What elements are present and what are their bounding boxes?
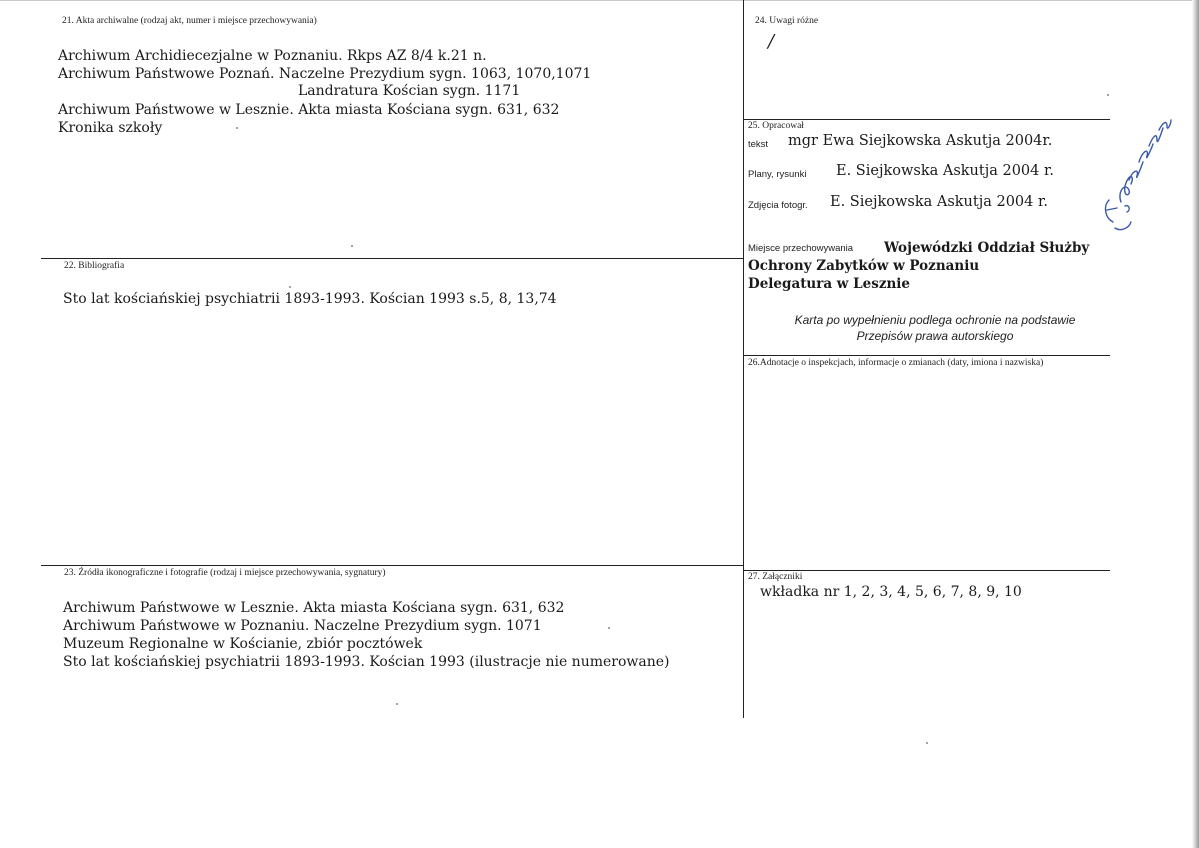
divider-23 — [41, 565, 743, 566]
divider-25 — [743, 119, 1110, 120]
remarks-value: / — [768, 31, 775, 52]
section-24-label: 24. Uwagi różne — [755, 16, 819, 26]
divider-22 — [41, 258, 743, 259]
copyright-notice-1: Karta po wypełnieniu podlega ochronie na podstawie — [794, 313, 1076, 327]
archive-line-1: Archiwum Archidiecezjalne w Poznaniu. Rkps AZ 8/4 k.21 n. — [58, 48, 487, 64]
scan-speck — [1107, 94, 1109, 96]
scan-speck — [926, 742, 928, 744]
column-divider — [743, 0, 744, 718]
scan-speck — [236, 127, 238, 129]
iconography-line-4: Sto lat kościańskiej psychiatrii 1893-1993. Kościan 1993 (ilustracje nie numerowane) — [63, 654, 670, 670]
author-plans-key: Plany, rysunki — [748, 169, 807, 180]
divider-26 — [743, 355, 1110, 356]
archive-line-4: Archiwum Państwowe w Lesznie. Akta miasta Kościana sygn. 631, 632 — [58, 102, 560, 118]
section-21-label: 21. Akta archiwalne (rodzaj akt, numer i miejsce przechowywania) — [62, 16, 317, 26]
archive-line-3: Landratura Kościan sygn. 1171 — [298, 83, 521, 99]
section-26-label: 26.Adnotacje o inspekcjach, informacje o zmianach (daty, imiona i nazwiska) — [748, 358, 1044, 368]
section-27-label: 27. Załączniki — [748, 572, 803, 582]
scan-speck — [608, 627, 610, 629]
author-photos-value: E. Siejkowska Askutja 2004 r. — [830, 194, 1048, 210]
author-text-value: mgr Ewa Siejkowska Askutja 2004r. — [788, 133, 1053, 149]
handwritten-signature — [1095, 110, 1175, 240]
section-22-label: 22. Bibliografia — [64, 261, 125, 271]
storage-line-2: Ochrony Zabytków w Poznaniu — [748, 258, 980, 274]
author-text-key: tekst — [748, 139, 769, 150]
section-25-label: 25. Opracował — [748, 121, 804, 131]
author-photos-key: Zdjęcia fotogr. — [748, 200, 808, 211]
bibliography-line-1: Sto lat kościańskiej psychiatrii 1893-1993. Kościan 1993 s.5, 8, 13,74 — [63, 291, 557, 307]
scan-speck — [396, 703, 398, 705]
storage-line-3: Delegatura w Lesznie — [748, 276, 911, 292]
scan-shadow-edge — [1192, 0, 1199, 848]
author-plans-value: E. Siejkowska Askutja 2004 r. — [836, 163, 1054, 179]
copyright-notice-2: Przepisów prawa autorskiego — [856, 329, 1014, 343]
scan-speck — [289, 286, 291, 288]
iconography-line-2: Archiwum Państwowe w Poznaniu. Naczelne Prezydium sygn. 1071 — [63, 618, 542, 634]
page-top-edge — [0, 0, 1199, 1]
storage-line-1: Wojewódzki Oddział Służby — [884, 240, 1090, 256]
iconography-line-3: Muzeum Regionalne w Kościanie, zbiór pocztówek — [63, 636, 423, 652]
iconography-line-1: Archiwum Państwowe w Lesznie. Akta miasta Kościana sygn. 631, 632 — [63, 600, 565, 616]
scan-speck — [351, 245, 353, 247]
section-23-label: 23. Źródła ikonograficzne i fotografie (rodzaj i miejsce przechowywania, sygnatury) — [64, 568, 386, 578]
divider-27 — [743, 570, 1110, 571]
archive-line-2: Archiwum Państwowe Poznań. Naczelne Prezydium sygn. 1063, 1070,1071 — [58, 66, 592, 82]
attachments-value: wkładka nr 1, 2, 3, 4, 5, 6, 7, 8, 9, 10 — [760, 584, 1022, 600]
storage-key: Miejsce przechowywania — [748, 243, 854, 254]
archive-line-5: Kronika szkoły — [58, 120, 163, 136]
